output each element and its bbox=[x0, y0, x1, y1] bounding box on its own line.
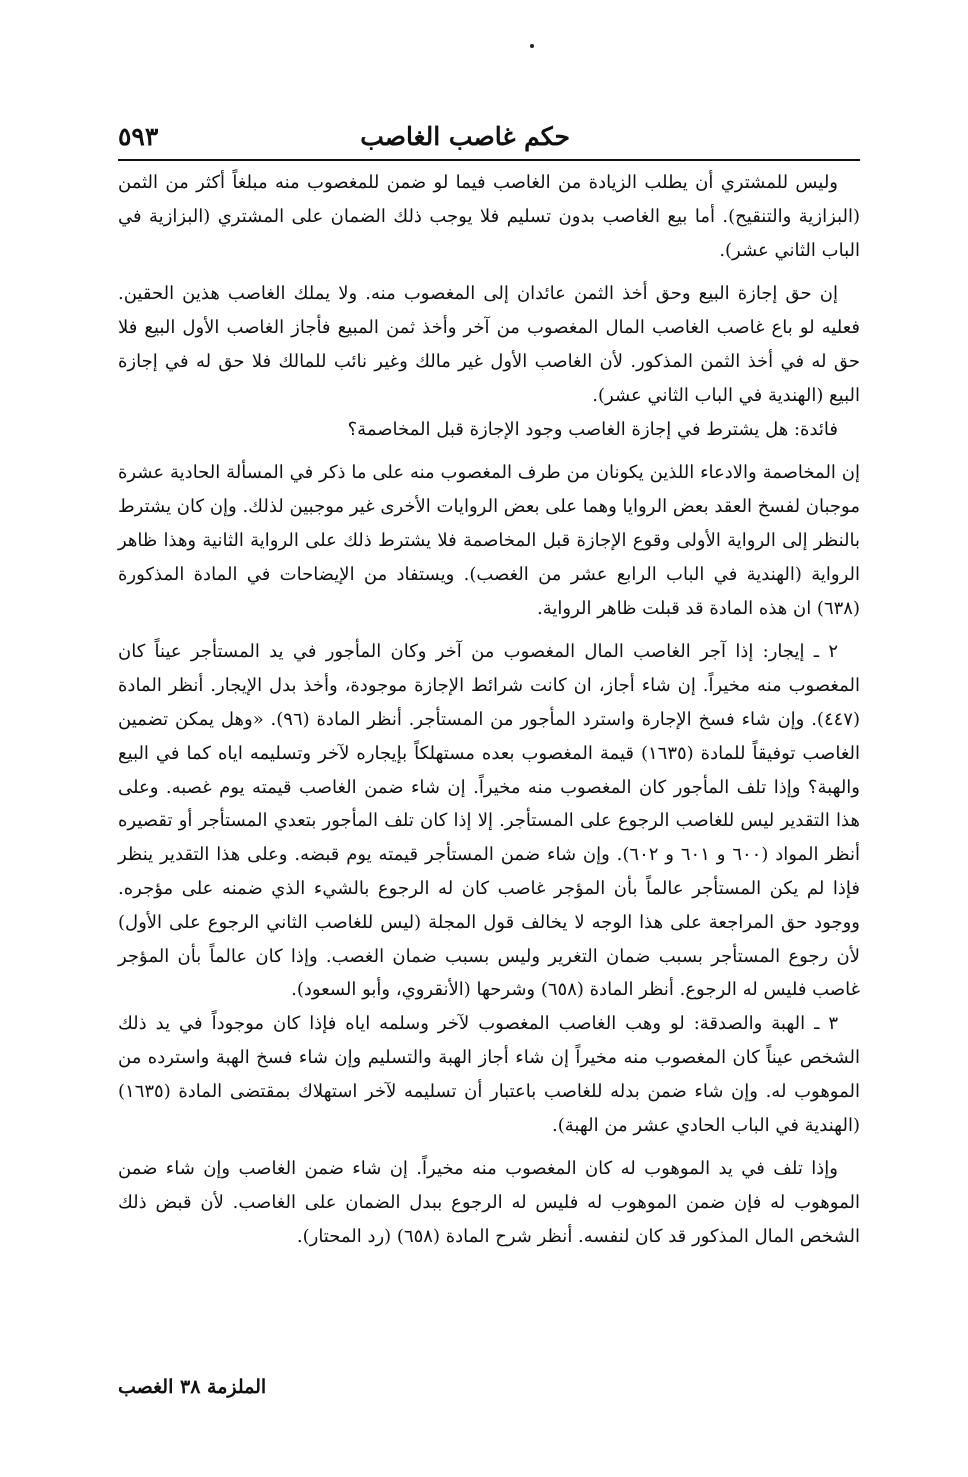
paragraph: إن المخاصمة والادعاء اللذين يكونان من طرف المغصوب منه على ما ذكر في المسألة الحادية عشرة موجبان لفسخ العقد بعض الروايا وهما على بعض الروايات الأخرى غير موجبين لذلك. وإن كان يشترط بالنظر إلى الرواية الأولى وقوع الإجازة قبل المخاصمة فلا يشترط ذلك على الرواية الثانية وهذا ظاهر الرواية (الهندية في الباب الرابع عشر من الغصب). ويستفاد من الإيضاحات في المادة المذكورة (٦٣٨) ان هذه المادة قد قبلت ظاهر الرواية. bbox=[118, 462, 860, 619]
paragraph: وإذا تلف في يد الموهوب له كان المغصوب منه مخيراً. إن شاء ضمن الغاصب وإن شاء ضمن الموهوب له فإن ضمن الموهوب له فليس له الرجوع ببدل الضمان على الغاصب. لأن قبض ذلك الشخص المال المذكور قد كان لنفسه. أنظر شرح المادة (٦٥٨) (رد المحتار). bbox=[118, 1158, 860, 1247]
running-header bbox=[118, 118, 860, 158]
body-text bbox=[118, 166, 860, 1254]
print-speck bbox=[530, 44, 534, 48]
header-rule bbox=[118, 159, 860, 161]
paragraph-gift: ٣ ـ الهبة والصدقة: لو وهب الغاصب المغصوب لآخر وسلمه اياه فإذا كان موجوداً في يد ذلك الشخص عيناً كان المغصوب منه مخيراً إن شاء أجاز الهبة والتسليم وإن شاء فسخ الهبة واسترده من الموهوب له. وإن شاء ضمن بدله للغاصب باعتبار أن تسليمه لآخر استهلاك بمقتضى المادة (١٦٣٥) (الهندية في الباب الحادي عشر من الهبة). bbox=[118, 1013, 860, 1136]
signature-mark: الملزمة ٣٨ الغصب bbox=[118, 1376, 267, 1398]
paragraph-note: فائدة: هل يشترط في إجازة الغاصب وجود الإجازة قبل المخاصمة؟ bbox=[347, 418, 838, 440]
paragraph: وليس للمشتري أن يطلب الزيادة من الغاصب فيما لو ضمن للمغصوب منه مبلغاً أكثر من الثمن (البزازية والتنقيح). أما بيع الغاصب بدون تسليم فلا يوجب ذلك الضمان على المشتري (البزازية في الباب الثاني عشر). bbox=[118, 172, 860, 261]
page-number: ٥٩٣ bbox=[118, 122, 159, 151]
chapter-title: حكم غاصب الغاصب bbox=[360, 122, 570, 151]
paragraph: إن حق إجازة البيع وحق أخذ الثمن عائدان إلى المغصوب منه. ولا يملك الغاصب هذين الحقين. فعليه لو باع غاصب الغاصب المال المغصوب من آخر وأخذ ثمن المبيع فأجاز الغاصب الأول البيع فلا حق له في أخذ الثمن المذكور. لأن الغاصب الأول غير مالك وغير نائب للمالك فلا حق له في إجازة البيع (الهندية في الباب الثاني عشر). bbox=[118, 283, 860, 406]
paragraph-lease: ٢ ـ إيجار: إذا آجر الغاصب المال المغصوب من آخر وكان المأجور في يد المستأجر عيناً كان المغصوب منه مخيراً. إن شاء أجاز، ان كانت شرائط الإجازة موجودة، وأخذ بدل الإيجار. أنظر المادة (٤٤٧). وإن شاء فسخ الإجارة واسترد المأجور من المستأجر. أنظر المادة (٩٦). «وهل يمكن تضمين الغاصب توفيقاً للمادة (١٦٣٥) قيمة المغصوب بعده مستهلكاً بإيجاره لآخر وتسليمه اياه كما في البيع والهبة؟ وإذا تلف المأجور كان المغصوب منه مخيراً. إن شاء ضمن الغاصب قيمته يوم غصبه. وعلى هذا التقدير ليس للغاصب الرجوع على المستأجر. إلا إذا كان تلف المأجور بتعدي المستأجر أو تقصيره أنظر المواد (٦٠٠ و ٦٠١ و ٦٠٢). وإن شاء ضمن المستأجر قيمته يوم قبضه. وعلى هذا التقدير ينظر فإذا لم يكن المستأجر عالماً بأن المؤجر غاصب كان له الرجوع بالشيء الذي ضمنه على مؤجره. ووجود حق المراجعة على هذا الوجه لا يخالف قول المجلة (ليس للغاصب الثاني الرجوع على الأول) لأن رجوع المستأجر بسبب ضمان التغرير وليس بسبب ضمان الغصب. وإذا كان عالماً بأن المؤجر غاصب فليس له الرجوع. أنظر المادة (٦٥٨) وشرحها (الأنقروي، وأبو السعود). bbox=[118, 641, 861, 1001]
